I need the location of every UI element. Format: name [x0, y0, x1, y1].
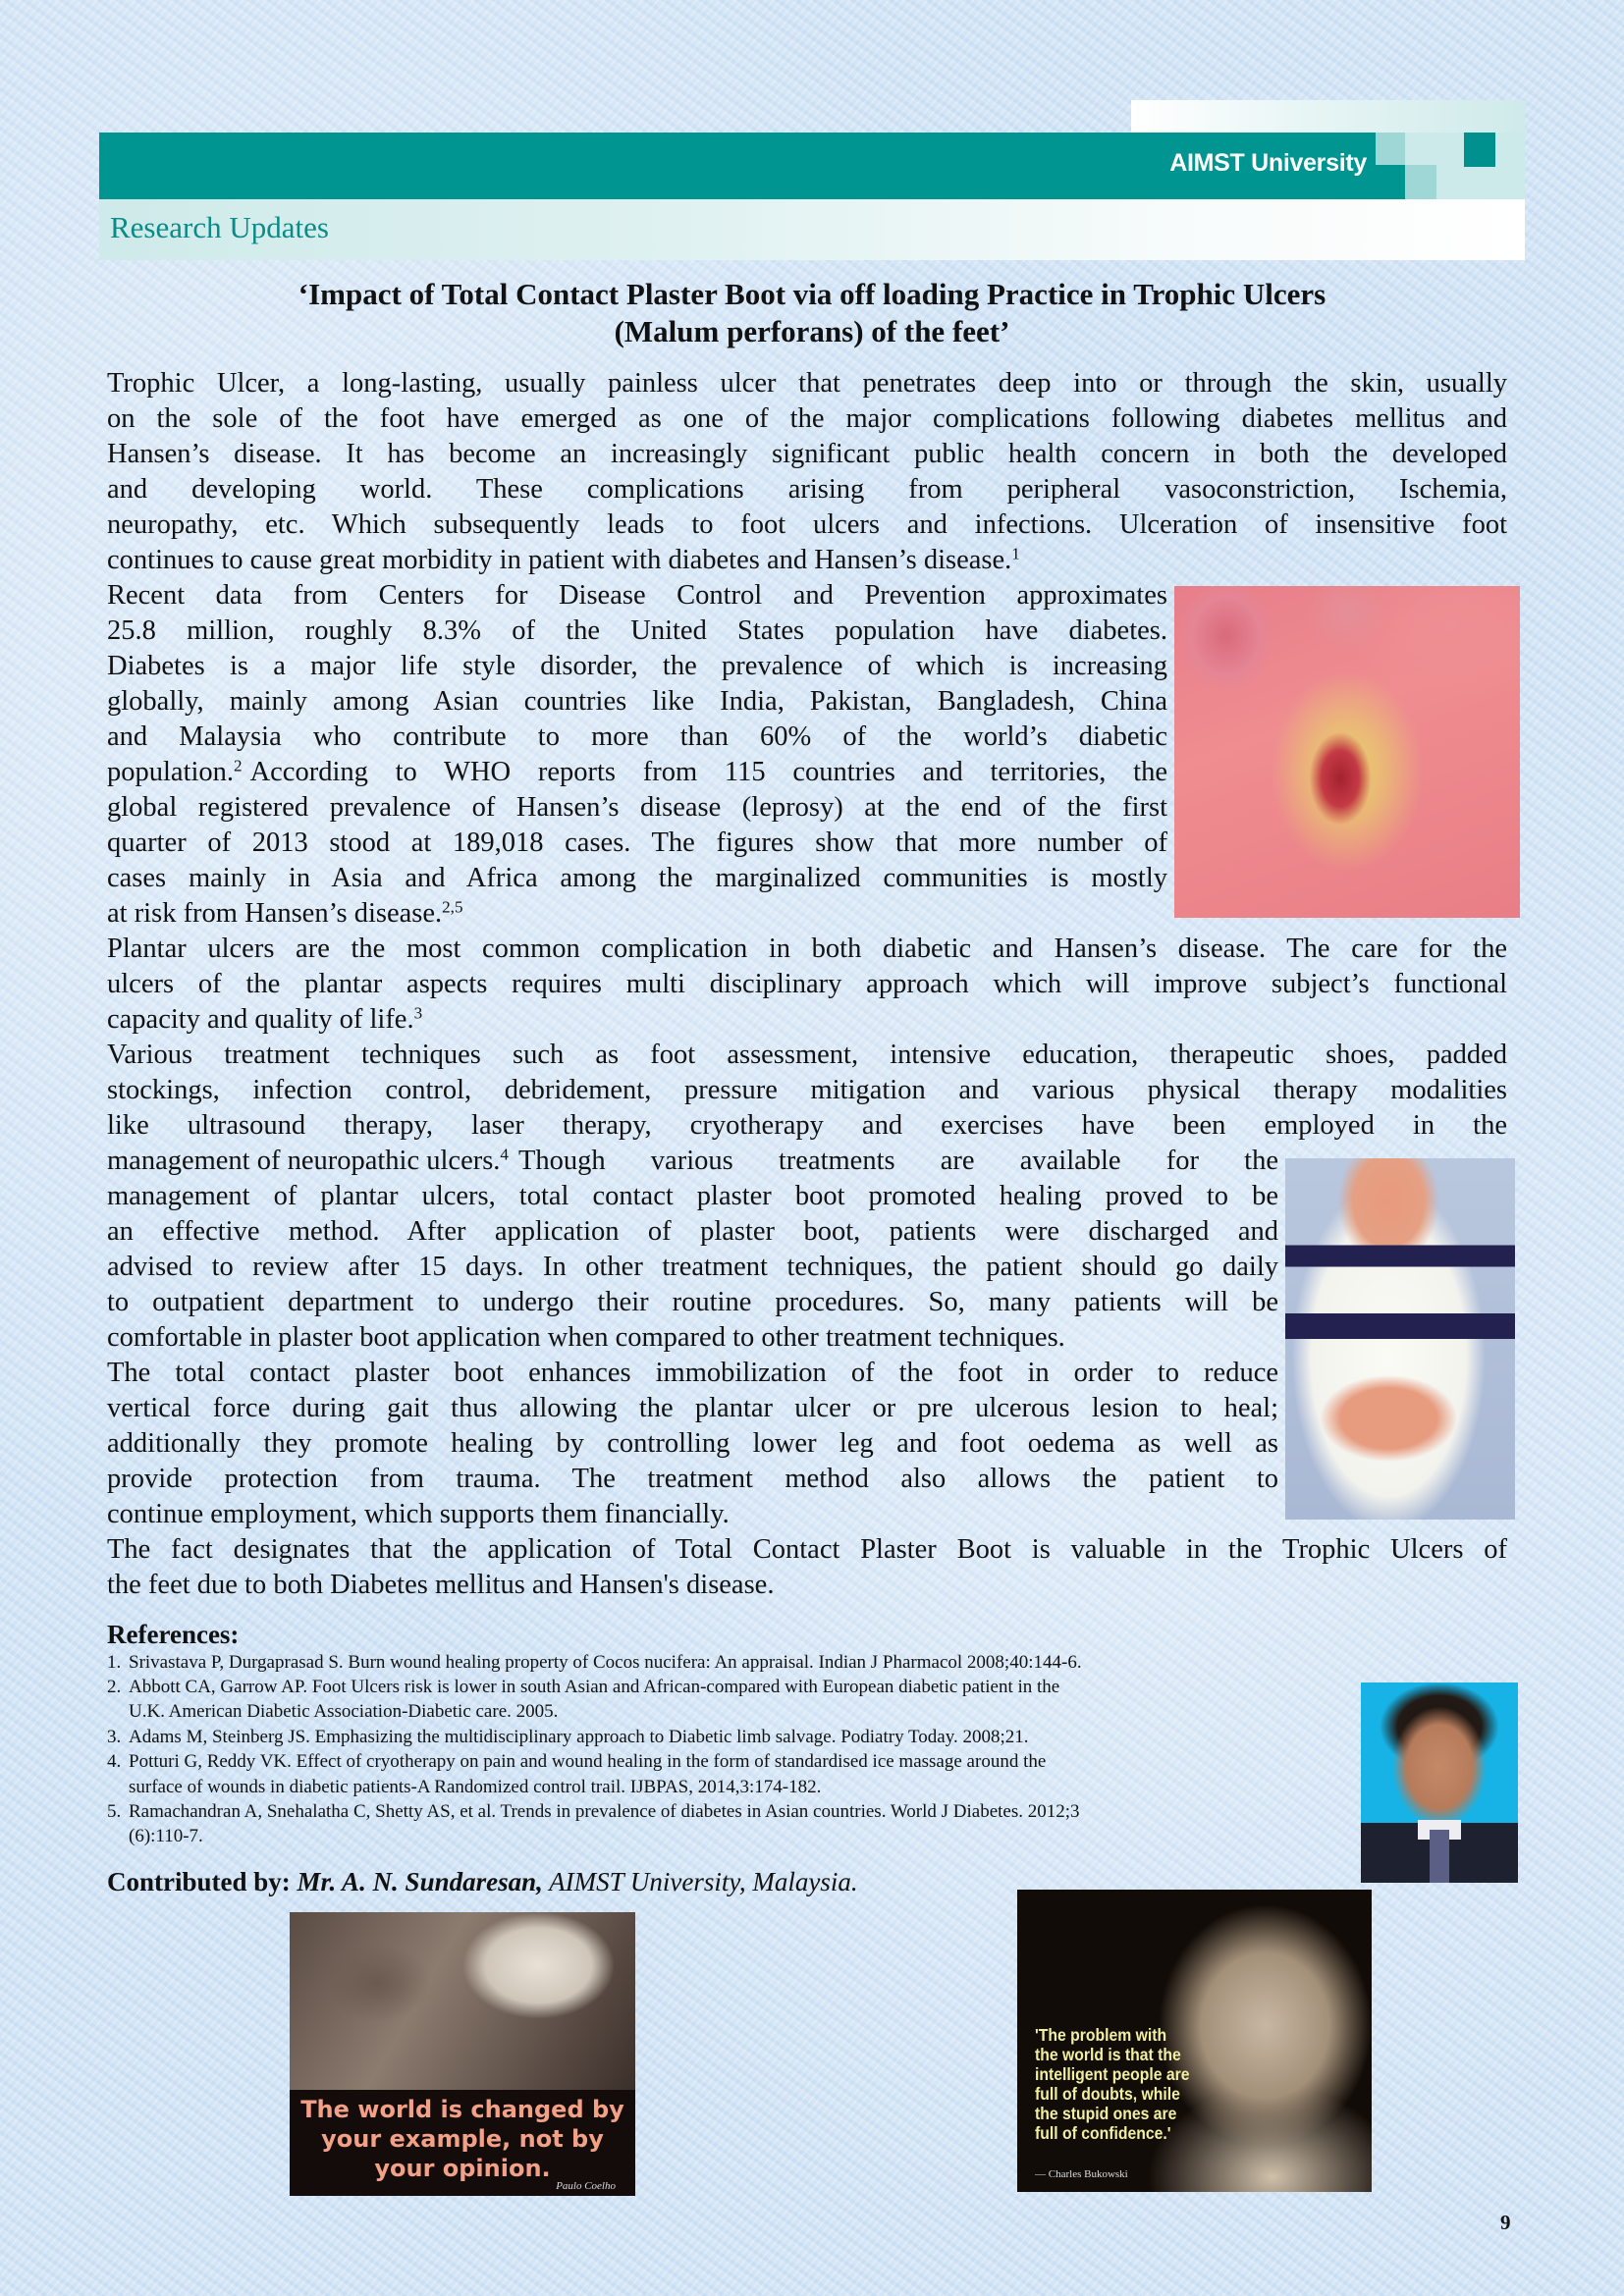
- body-line: to outpatient department to undergo their routine procedures. So, many patients will be: [107, 1287, 1278, 1317]
- body-line: and Malaysia who contribute to more than 60% of the world’s diabetic: [107, 721, 1167, 752]
- body-line: Recent data from Centers for Disease Control and Prevention approximates: [107, 580, 1167, 611]
- body-line: stockings, infection control, debridement, pressure mitigation and various physical therapy modalities: [107, 1075, 1507, 1105]
- body-line: Various treatment techniques such as foot assessment, intensive education, therapeutic shoes, padded: [107, 1040, 1507, 1070]
- reference-number: 4.: [107, 1751, 122, 1772]
- body-line: [107, 755, 1167, 790]
- reference-item: [107, 1675, 1059, 1699]
- body-line: globally, mainly among Asian countries like India, Pakistan, Bangladesh, China: [107, 686, 1167, 717]
- quote-photo: [290, 1912, 635, 2090]
- page-number: 9: [1500, 2211, 1511, 2234]
- body-line: [107, 1144, 1278, 1179]
- body-line: Plantar ulcers are the most common complication in both diabetic and Hansen’s disease. The care for the: [107, 934, 1507, 964]
- reference-number: 3.: [107, 1727, 122, 1747]
- contributor-portrait: [1361, 1682, 1518, 1883]
- body-line: management of plantar ulcers, total contact plaster boot promoted healing proved to be: [107, 1181, 1278, 1211]
- body-line: global registered prevalence of Hansen’s disease (leprosy) at the end of the first: [107, 792, 1167, 823]
- body-line: the feet due to both Diabetes mellitus and Hansen's disease.: [107, 1570, 775, 1600]
- body-line: continue employment, which supports them financially.: [107, 1499, 730, 1529]
- body-line: Trophic Ulcer, a long-lasting, usually painless ulcer that penetrates deep into or through the skin, usually: [107, 368, 1507, 399]
- citation: 2,5: [442, 897, 463, 917]
- body-line: and developing world. These complications arising from peripheral vasoconstriction, Ischemia,: [107, 474, 1507, 505]
- contributor-affiliation: AIMST University, Malaysia.: [542, 1867, 858, 1896]
- body-line: ulcers of the plantar aspects requires multi disciplinary approach which will improve subject’s functional: [107, 969, 1507, 999]
- contributor-label: Contributed by:: [107, 1867, 298, 1896]
- reference-number: 1.: [107, 1652, 122, 1673]
- quote-attribution: — Charles Bukowski: [1035, 2168, 1128, 2180]
- reference-continuation: surface of wounds in diabetic patients-A Randomized control trail. IJBPAS, 2014,3:174-182.: [129, 1777, 822, 1797]
- contributor-line: [107, 1867, 858, 1897]
- reference-item: [107, 1650, 1082, 1675]
- body-line: vertical force during gait thus allowing the plantar ulcer or pre ulcerous lesion to heal;: [107, 1393, 1278, 1423]
- body-line: cases mainly in Asia and Africa among the marginalized communities is mostly: [107, 863, 1167, 893]
- body-line: [107, 1002, 422, 1038]
- header-decor-square: [1376, 133, 1405, 165]
- contributor-name: Mr. A. N. Sundaresan,: [297, 1867, 543, 1896]
- body-line: provide protection from trauma. The treatment method also allows the patient to: [107, 1464, 1278, 1494]
- body-line: quarter of 2013 stood at 189,018 cases. The figures show that more number of: [107, 828, 1167, 858]
- references-heading: References:: [107, 1620, 240, 1649]
- body-line: [107, 543, 1020, 578]
- article-title-line-1: ‘Impact of Total Contact Plaster Boot via off loading Practice in Trophic Ulcers: [298, 277, 1326, 311]
- quote-text: The world is changed by your example, not by your opinion.: [300, 2096, 624, 2182]
- reference-item: [107, 1799, 1080, 1824]
- body-text: population.: [107, 757, 235, 787]
- reference-number: 2.: [107, 1677, 122, 1697]
- body-text: management of neuropathic ulcers.: [107, 1146, 501, 1176]
- body-line: on the sole of the foot have emerged as one of the major complications following diabetes mellitus and: [107, 403, 1507, 434]
- portrait-tie: [1430, 1830, 1449, 1883]
- university-name: AIMST University: [1169, 149, 1367, 177]
- body-line: The total contact plaster boot enhances immobilization of the foot in order to reduce: [107, 1358, 1278, 1388]
- quote-image-left: [290, 1912, 635, 2196]
- section-title: Research Updates: [110, 210, 329, 244]
- header-decor-square: [1464, 133, 1495, 167]
- body-line: comfortable in plaster boot application when compared to other treatment techniques.: [107, 1322, 1065, 1353]
- reference-continuation: (6):110-7.: [129, 1826, 203, 1846]
- citation: 4: [500, 1145, 509, 1164]
- body-text: capacity and quality of life.: [107, 1004, 414, 1035]
- header-decor-top: [1131, 100, 1525, 133]
- body-line: Diabetes is a major life style disorder, the prevalence of which is increasing: [107, 651, 1167, 681]
- foot-ulcer-photo: [1174, 586, 1520, 918]
- reference-number: 5.: [107, 1801, 122, 1822]
- body-text: continues to cause great morbidity in patient with diabetes and Hansen’s disease.: [107, 545, 1012, 575]
- citation: 3: [413, 1003, 423, 1023]
- citation: 2: [234, 756, 243, 775]
- reference-text: Srivastava P, Durgaprasad S. Burn wound healing property of Cocos nucifera: An appraisal. Indian J Pharmacol 2008;40:144-6.: [129, 1652, 1082, 1673]
- reference-text: Adams M, Steinberg JS. Emphasizing the multidisciplinary approach to Diabetic limb salvage. Podiatry Today. 2008;21.: [129, 1727, 1029, 1747]
- body-line: [107, 896, 463, 932]
- reference-text: Abbott CA, Garrow AP. Foot Ulcers risk is lower in south Asian and African-compared with European diabetic patient in the: [129, 1677, 1060, 1697]
- citation: 1: [1011, 544, 1020, 563]
- reference-item: [107, 1749, 1046, 1774]
- quote-image-right: [1017, 1890, 1372, 2192]
- quote-attribution: Paulo Coelho: [556, 2180, 616, 2192]
- body-text: at risk from Hansen’s disease.: [107, 898, 443, 929]
- body-line: advised to review after 15 days. In other treatment techniques, the patient should go daily: [107, 1252, 1278, 1282]
- body-line: like ultrasound therapy, laser therapy, cryotherapy and exercises have been employed in the: [107, 1110, 1507, 1141]
- body-text: According to WHO reports from 115 countries and territories, the: [249, 757, 1167, 787]
- header-decor-square: [1405, 165, 1436, 199]
- body-line: Hansen’s disease. It has become an increasingly significant public health concern in both the developed: [107, 439, 1507, 469]
- article-title-line-2: (Malum perforans) of the feet’: [614, 314, 1010, 348]
- body-line: The fact designates that the application of Total Contact Plaster Boot is valuable in the Trophic Ulcers of: [107, 1534, 1507, 1565]
- body-line: additionally they promote healing by controlling lower leg and foot oedema as well as: [107, 1428, 1278, 1459]
- plaster-boot-photo: [1285, 1158, 1515, 1520]
- body-text: Though various treatments are available for the: [517, 1146, 1278, 1176]
- reference-continuation: U.K. American Diabetic Association-Diabetic care. 2005.: [129, 1701, 559, 1722]
- body-line: an effective method. After application of plaster boot, patients were discharged and: [107, 1216, 1278, 1247]
- quote-text: 'The problem with the world is that the intelligent people are full of doubts, while the stupid ones are full of confidence.': [1035, 2025, 1190, 2143]
- reference-text: Potturi G, Reddy VK. Effect of cryotherapy on pain and wound healing in the form of standardised ice massage around the: [129, 1751, 1047, 1772]
- reference-text: Ramachandran A, Snehalatha C, Shetty AS, et al. Trends in prevalence of diabetes in Asian countries. World J Diabetes. 2012;3: [129, 1801, 1080, 1822]
- reference-item: [107, 1725, 1029, 1749]
- body-line: neuropathy, etc. Which subsequently leads to foot ulcers and infections. Ulceration of insensitive foot: [107, 509, 1507, 540]
- body-line: 25.8 million, roughly 8.3% of the United States population have diabetes.: [107, 615, 1167, 646]
